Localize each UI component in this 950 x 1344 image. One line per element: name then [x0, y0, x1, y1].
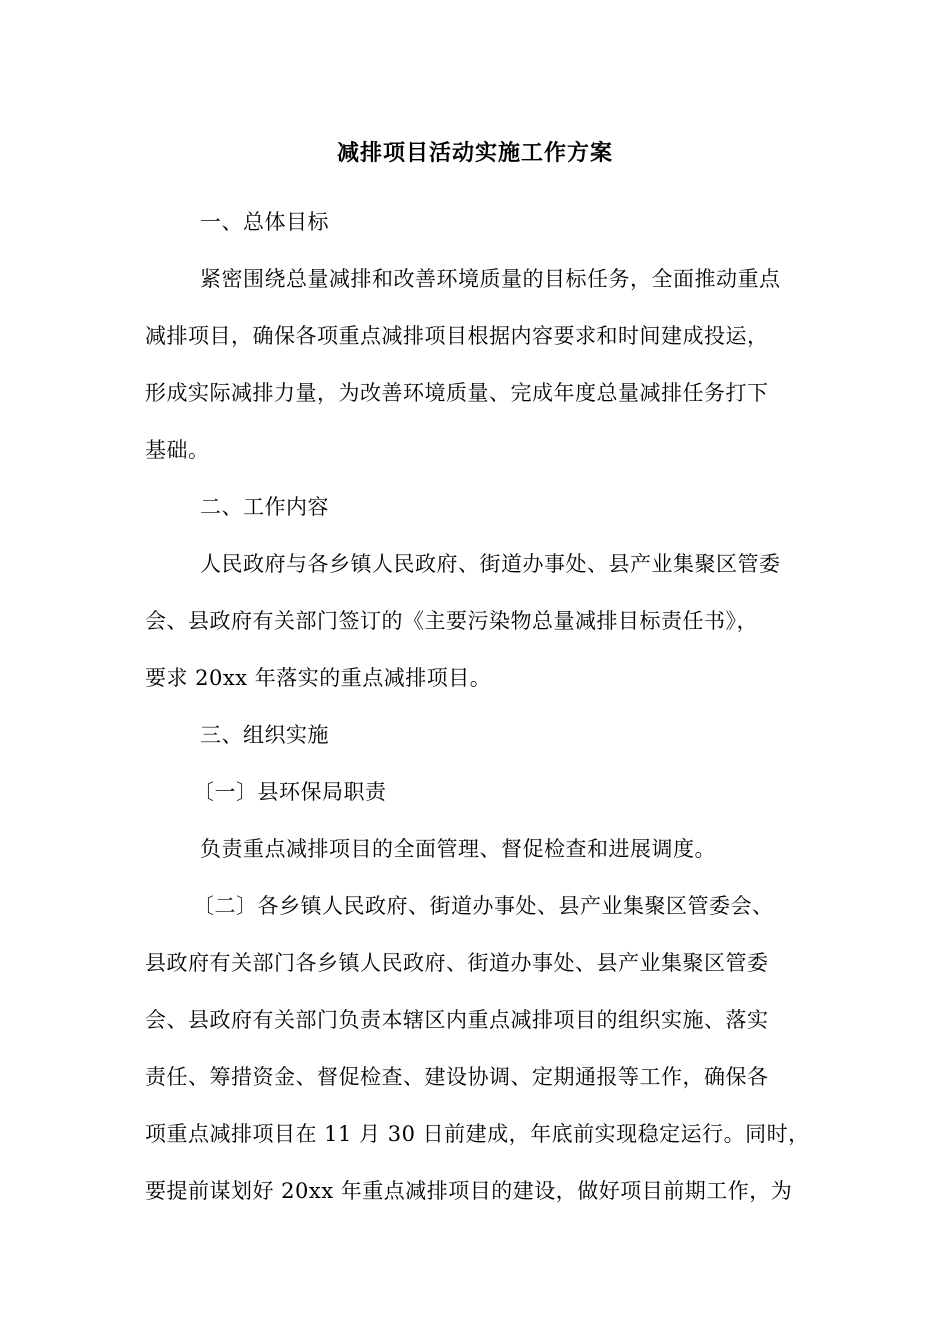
paragraph-line: 会、县政府有关部门签订的《主要污染物总量减排目标责任书》，	[145, 609, 758, 633]
paragraph-line: 人民政府与各乡镇人民政府、街道办事处、县产业集聚区管委	[200, 552, 781, 576]
paragraph-line: 会、县政府有关部门负责本辖区内重点减排项目的组织实施、落实	[145, 1008, 769, 1032]
section-heading-3: 三、组织实施	[200, 723, 329, 747]
paragraph-line: 项重点减排项目在 11 月 30 日前建成，年底前实现稳定运行。同时，	[145, 1122, 810, 1146]
paragraph-line: 减排项目，确保各项重点减排项目根据内容要求和时间建成投运，	[145, 324, 769, 348]
paragraph-line: 要求 20xx 年落实的重点减排项目。	[145, 666, 492, 690]
section-heading-1: 一、总体目标	[200, 210, 329, 234]
paragraph-line: 负责重点减排项目的全面管理、督促检查和进展调度。	[200, 837, 716, 861]
section-heading-2: 二、工作内容	[200, 495, 329, 519]
paragraph-line: 形成实际减排力量，为改善环境质量、完成年度总量减排任务打下	[145, 381, 769, 405]
paragraph-line: 责任、筹措资金、督促检查、建设协调、定期通报等工作，确保各	[145, 1065, 769, 1089]
subsection-heading-2: 〔二〕各乡镇人民政府、街道办事处、县产业集聚区管委会、	[193, 894, 774, 918]
paragraph-line: 基础。	[145, 438, 210, 462]
paragraph-line: 县政府有关部门各乡镇人民政府、街道办事处、县产业集聚区管委	[145, 951, 769, 975]
subsection-heading-1: 〔一〕县环保局职责	[193, 780, 387, 804]
paragraph-line: 要提前谋划好 20xx 年重点减排项目的建设，做好项目前期工作，为	[145, 1179, 793, 1203]
paragraph-line: 紧密围绕总量减排和改善环境质量的目标任务，全面推动重点	[200, 267, 781, 291]
document-title: 减排项目活动实施工作方案	[336, 140, 613, 166]
